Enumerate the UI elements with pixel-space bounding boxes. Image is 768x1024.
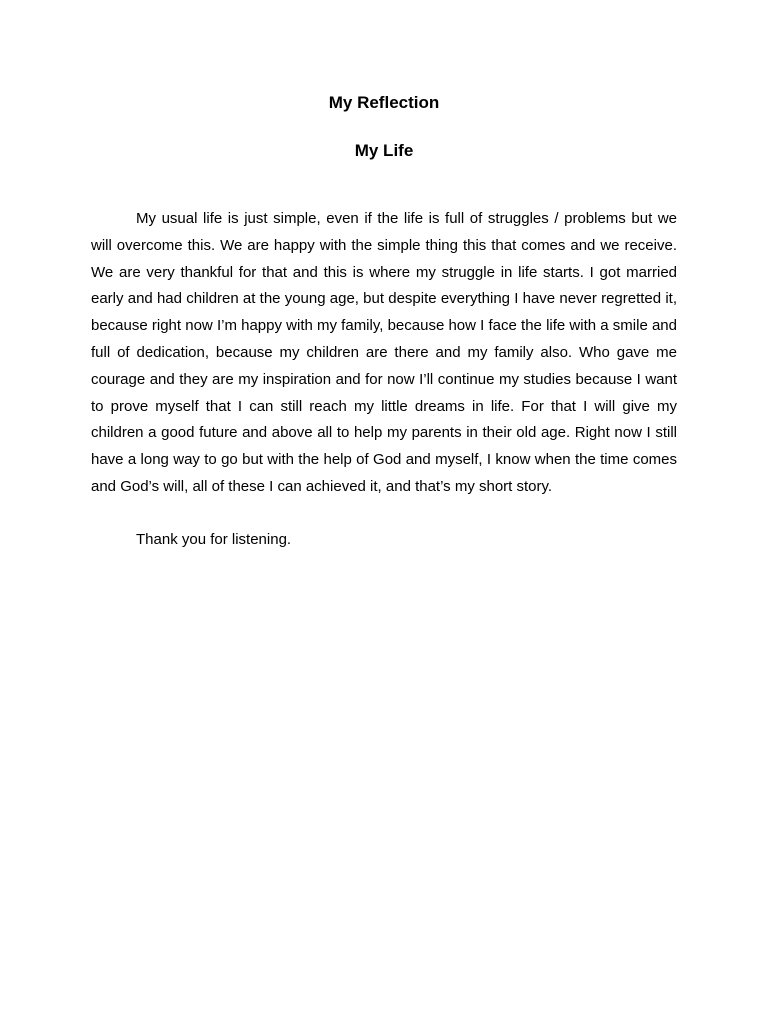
closing-line: Thank you for listening. — [136, 531, 292, 548]
document-subtitle: My Life — [354, 141, 414, 160]
body-paragraph: My usual life is just simple, even if the life is full of struggles / problems but we will overcome this. We are happy with the simple thing this that comes and we receive. We are very thankful for that and this is where my struggle in life starts. I got married early and had children at the young age, but despite everything I have never regretted it, because right now I’m happy with my family, because how I face the life with a smile and full of dedication, because my children are there and my family also. Who gave me courage and they are my inspiration and for now I’ll continue my studies because I want to prove myself that I can still reach my little dreams in life. For that I will give my children a good future and above all to help my parents in their old age. Right now I still have a long way to go but with the help of God and myself, I know when the time comes and God’s will, all of these I can achieved it, and that’s my short story. — [91, 210, 677, 495]
document-title: My Reflection — [328, 93, 440, 112]
